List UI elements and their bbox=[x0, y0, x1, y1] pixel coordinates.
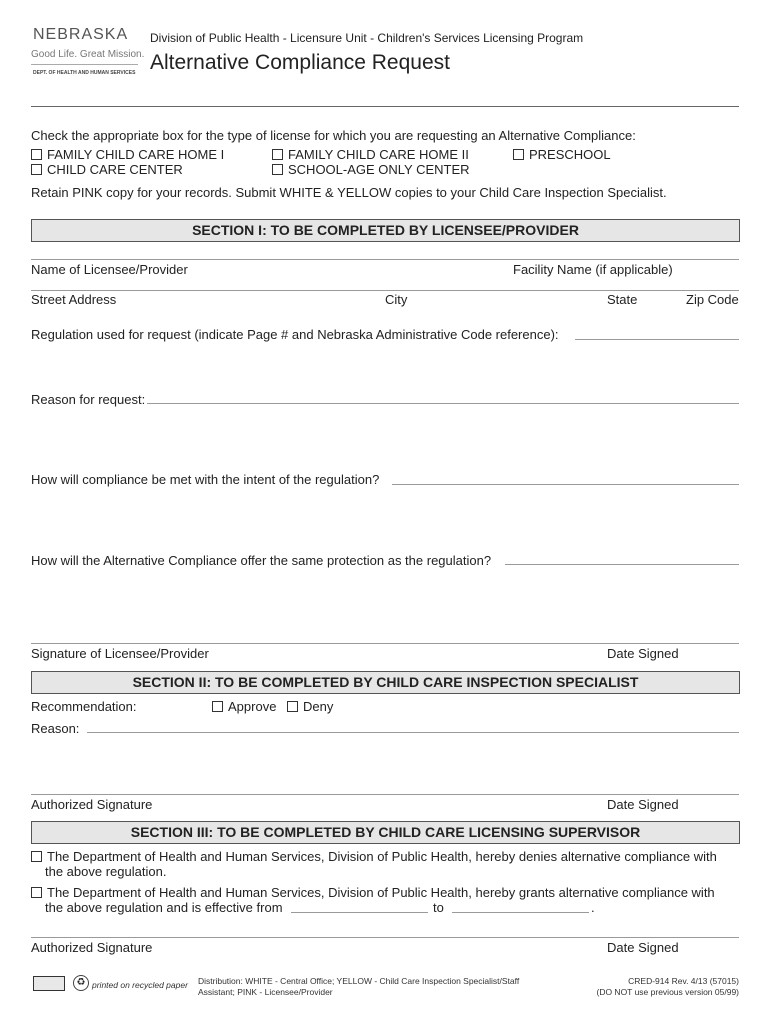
reason-field[interactable] bbox=[147, 403, 739, 404]
zip-label: Zip Code bbox=[686, 292, 739, 307]
denies-option[interactable]: The Department of Health and Human Services, Division of Public Health, hereby denies alternative compliance with bbox=[31, 849, 717, 864]
supervisor-signature-label: Authorized Signature bbox=[31, 940, 153, 955]
licensee-name-label: Name of Licensee/Provider bbox=[31, 262, 188, 277]
state-label: State bbox=[607, 292, 638, 307]
specialist-signature-label: Authorized Signature bbox=[31, 797, 153, 812]
checkbox-icon[interactable] bbox=[31, 887, 42, 898]
checkbox-icon[interactable] bbox=[513, 149, 524, 160]
reason-label: Reason for request: bbox=[31, 392, 146, 407]
option-preschool[interactable]: PRESCHOOL bbox=[513, 147, 611, 162]
effective-to-field[interactable] bbox=[452, 912, 589, 913]
licensee-date-label: Date Signed bbox=[607, 646, 679, 661]
distribution-line-1: Distribution: WHITE - Central Office; YELLOW - Child Care Inspection Specialist/Staff bbox=[198, 976, 520, 986]
option-child-care-center[interactable]: CHILD CARE CENTER bbox=[31, 162, 183, 177]
grants-option[interactable]: The Department of Health and Human Services, Division of Public Health, hereby grants alternative compliance with bbox=[31, 885, 715, 900]
logo-divider bbox=[31, 64, 138, 65]
checkbox-icon[interactable] bbox=[272, 149, 283, 160]
to-label: to bbox=[433, 900, 444, 915]
option-fcch2[interactable]: FAMILY CHILD CARE HOME II bbox=[272, 147, 469, 162]
specialist-date-label: Date Signed bbox=[607, 797, 679, 812]
form-number: CRED-914 Rev. 4/13 (57015) bbox=[628, 976, 739, 986]
supervisor-signature-field[interactable] bbox=[31, 937, 739, 938]
facility-name-label: Facility Name (if applicable) bbox=[513, 262, 673, 277]
period-mark: . bbox=[591, 900, 595, 915]
protection-field[interactable] bbox=[505, 564, 739, 565]
page-title: Alternative Compliance Request bbox=[150, 51, 450, 74]
checkbox-icon[interactable] bbox=[31, 164, 42, 175]
specialist-reason-label: Reason: bbox=[31, 721, 80, 736]
effective-from-field[interactable] bbox=[291, 912, 428, 913]
approve-option[interactable]: Approve bbox=[212, 699, 276, 714]
specialist-reason-field[interactable] bbox=[87, 732, 739, 733]
division-heading: Division of Public Health - Licensure Unit - Children's Services Licensing Program bbox=[150, 31, 584, 45]
specialist-signature-field[interactable] bbox=[31, 794, 739, 795]
section-1-heading: SECTION I: TO BE COMPLETED BY LICENSEE/PROVIDER bbox=[31, 219, 740, 242]
logo-dept: DEPT. OF HEALTH AND HUMAN SERVICES bbox=[33, 70, 136, 76]
deny-option[interactable]: Deny bbox=[287, 699, 333, 714]
checkbox-icon[interactable] bbox=[272, 164, 283, 175]
compliance-label: How will compliance be met with the intent of the regulation? bbox=[31, 472, 380, 487]
soy-ink-logo bbox=[33, 976, 65, 991]
licensee-signature-field[interactable] bbox=[31, 643, 739, 644]
checkbox-icon[interactable] bbox=[31, 851, 42, 862]
header-rule bbox=[31, 106, 739, 107]
section-2-heading: SECTION II: TO BE COMPLETED BY CHILD CARE INSPECTION SPECIALIST bbox=[31, 671, 740, 694]
grants-text-continued: the above regulation and is effective from bbox=[45, 900, 283, 915]
distribution-line-2: Assistant; PINK - Licensee/Provider bbox=[198, 987, 333, 997]
compliance-field[interactable] bbox=[392, 484, 739, 485]
option-school-age[interactable]: SCHOOL-AGE ONLY CENTER bbox=[272, 162, 470, 177]
logo-tagline: Good Life. Great Mission. bbox=[31, 49, 145, 60]
checkbox-icon[interactable] bbox=[212, 701, 223, 712]
denies-text-continued: the above regulation. bbox=[45, 864, 167, 879]
regulation-label: Regulation used for request (indicate Page # and Nebraska Administrative Code reference): bbox=[31, 327, 559, 342]
logo-wordmark: NEBRASKA bbox=[33, 26, 129, 43]
version-note: (DO NOT use previous version 05/99) bbox=[596, 987, 739, 997]
recycle-icon: ♻ bbox=[73, 975, 89, 991]
city-label: City bbox=[385, 292, 408, 307]
license-instruction: Check the appropriate box for the type of license for which you are requesting an Alternative Compliance: bbox=[31, 128, 636, 143]
checkbox-icon[interactable] bbox=[287, 701, 298, 712]
licensee-name-field[interactable] bbox=[31, 259, 739, 260]
regulation-field[interactable] bbox=[575, 339, 739, 340]
option-fcch1[interactable]: FAMILY CHILD CARE HOME I bbox=[31, 147, 224, 162]
checkbox-icon[interactable] bbox=[31, 149, 42, 160]
retain-instruction: Retain PINK copy for your records. Submit WHITE & YELLOW copies to your Child Care Inspection Specialist. bbox=[31, 185, 667, 200]
address-field[interactable] bbox=[31, 290, 739, 291]
recycled-paper-note: printed on recycled paper bbox=[92, 980, 188, 990]
supervisor-date-label: Date Signed bbox=[607, 940, 679, 955]
licensee-signature-label: Signature of Licensee/Provider bbox=[31, 646, 209, 661]
street-label: Street Address bbox=[31, 292, 117, 307]
recommendation-label: Recommendation: bbox=[31, 699, 137, 714]
section-3-heading: SECTION III: TO BE COMPLETED BY CHILD CARE LICENSING SUPERVISOR bbox=[31, 821, 740, 844]
protection-label: How will the Alternative Compliance offer the same protection as the regulation? bbox=[31, 553, 492, 568]
